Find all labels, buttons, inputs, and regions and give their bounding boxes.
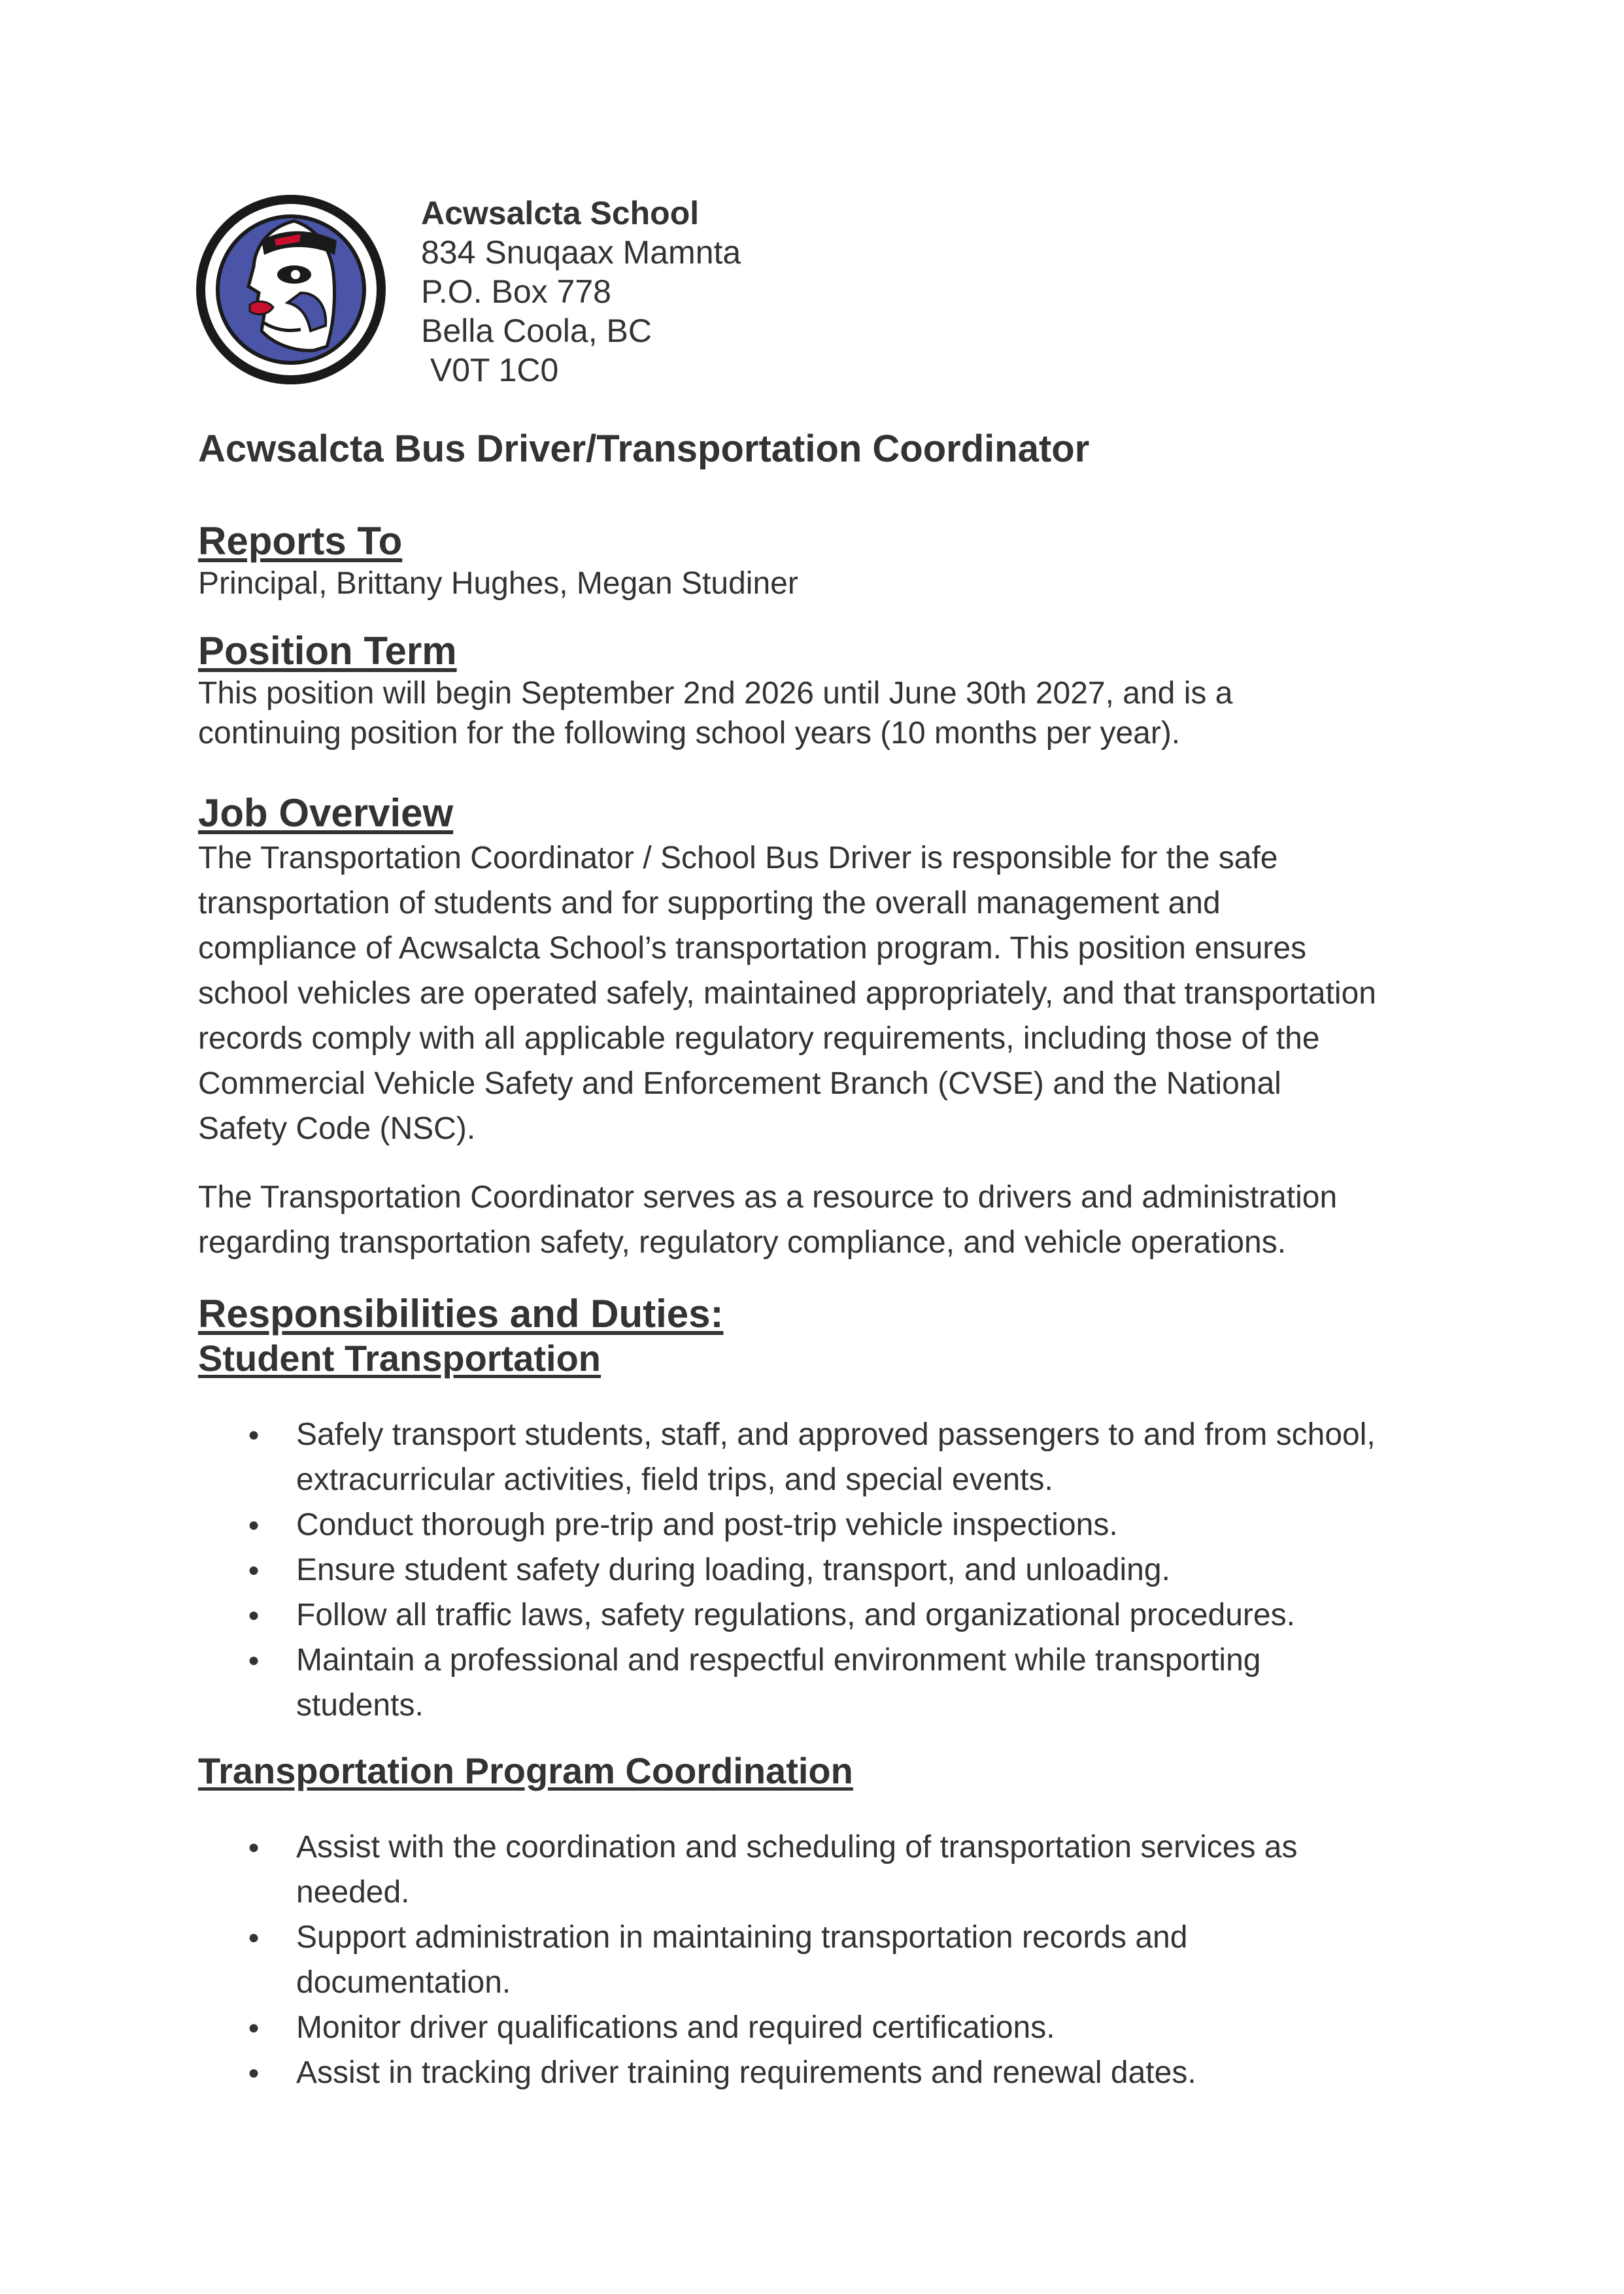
list-item — [198, 1502, 1440, 1547]
paragraph-line: transportation of students and for supporting the overall management and — [198, 886, 1221, 920]
school-address — [421, 194, 741, 390]
school-name: Acwsalcta School — [421, 195, 700, 231]
list-item-line: ● Ensure student safety during loading, transport, and unloading. — [296, 1553, 1170, 1587]
list-item-line: needed. — [296, 1875, 410, 1910]
reports-to-section — [198, 519, 1440, 603]
job-title: Acwsalcta Bus Driver/Transportation Coordinator — [198, 428, 1090, 470]
list-item-line: ● Maintain a professional and respectful environment while transporting — [296, 1643, 1261, 1678]
list-item — [198, 2050, 1440, 2095]
student-transportation-list — [198, 1412, 1440, 1728]
job-overview-paragraph — [198, 835, 1440, 1151]
list-item — [198, 1915, 1440, 2005]
program-coordination-heading: Transportation Program Coordination — [198, 1750, 853, 1791]
list-item-line: ● Safely transport students, staff, and approved passengers to and from school, — [296, 1417, 1376, 1452]
position-term-heading: Position Term — [198, 629, 457, 673]
acwsalcta-crest-icon — [196, 195, 386, 384]
paragraph-line: The Transportation Coordinator / School Bus Driver is responsible for the safe — [198, 841, 1278, 875]
program-coordination-list — [198, 1825, 1440, 2095]
address-street: 834 Snuqaax Mamnta — [421, 234, 741, 271]
list-item-line: extracurricular activities, field trips, and special events. — [296, 1462, 1053, 1497]
address-city: Bella Coola, BC — [421, 312, 652, 349]
paragraph-line: Safety Code (NSC). — [198, 1111, 476, 1146]
paragraph-line: school vehicles are operated safely, maintained appropriately, and that transportation — [198, 976, 1376, 1011]
list-item-line: ● Monitor driver qualifications and required certifications. — [296, 2010, 1055, 2045]
list-item-line: ● Support administration in maintaining transportation records and — [296, 1920, 1188, 1955]
list-item — [198, 1547, 1440, 1593]
position-term-line: This position will begin September 2nd 2026 until June 30th 2027, and is a — [198, 676, 1233, 711]
paragraph-line: The Transportation Coordinator serves as a resource to drivers and administration — [198, 1180, 1338, 1215]
paragraph-line: Commercial Vehicle Safety and Enforcement Branch (CVSE) and the National — [198, 1066, 1281, 1101]
responsibilities-heading: Responsibilities and Duties: — [198, 1292, 724, 1336]
list-item-line: documentation. — [296, 1965, 511, 2000]
paragraph-line: records comply with all applicable regulatory requirements, including those of the — [198, 1021, 1320, 1056]
position-term-section — [198, 629, 1440, 753]
responsibilities-section — [198, 1292, 1440, 2095]
address-po-box: P.O. Box 778 — [421, 273, 611, 310]
reports-to-text: Principal, Brittany Hughes, Megan Studiner — [198, 566, 798, 601]
position-term-line: continuing position for the following school years (10 months per year). — [198, 716, 1181, 751]
paragraph-line: regarding transportation safety, regulatory compliance, and vehicle operations. — [198, 1225, 1287, 1260]
list-item — [198, 2005, 1440, 2050]
list-item — [198, 1593, 1440, 1638]
list-item-line: ● Assist in tracking driver training requirements and renewal dates. — [296, 2055, 1196, 2090]
job-overview-paragraph — [198, 1175, 1440, 1265]
list-item — [198, 1825, 1440, 1915]
paragraph-line: compliance of Acwsalcta School’s transportation program. This position ensures — [198, 931, 1307, 966]
job-overview-section — [198, 791, 1440, 1265]
student-transportation-heading: Student Transportation — [198, 1338, 601, 1379]
list-item — [198, 1638, 1440, 1728]
list-item — [198, 1412, 1440, 1502]
list-item-line: ● Assist with the coordination and scheduling of transportation services as — [296, 1830, 1298, 1864]
reports-to-heading: Reports To — [198, 519, 403, 563]
list-item-line: ● Follow all traffic laws, safety regulations, and organizational procedures. — [296, 1598, 1295, 1632]
list-item-line: students. — [296, 1688, 424, 1723]
address-postal-code: V0T 1C0 — [421, 352, 559, 388]
job-overview-heading: Job Overview — [198, 791, 454, 835]
list-item-line: ● Conduct thorough pre-trip and post-trip vehicle inspections. — [296, 1508, 1118, 1542]
